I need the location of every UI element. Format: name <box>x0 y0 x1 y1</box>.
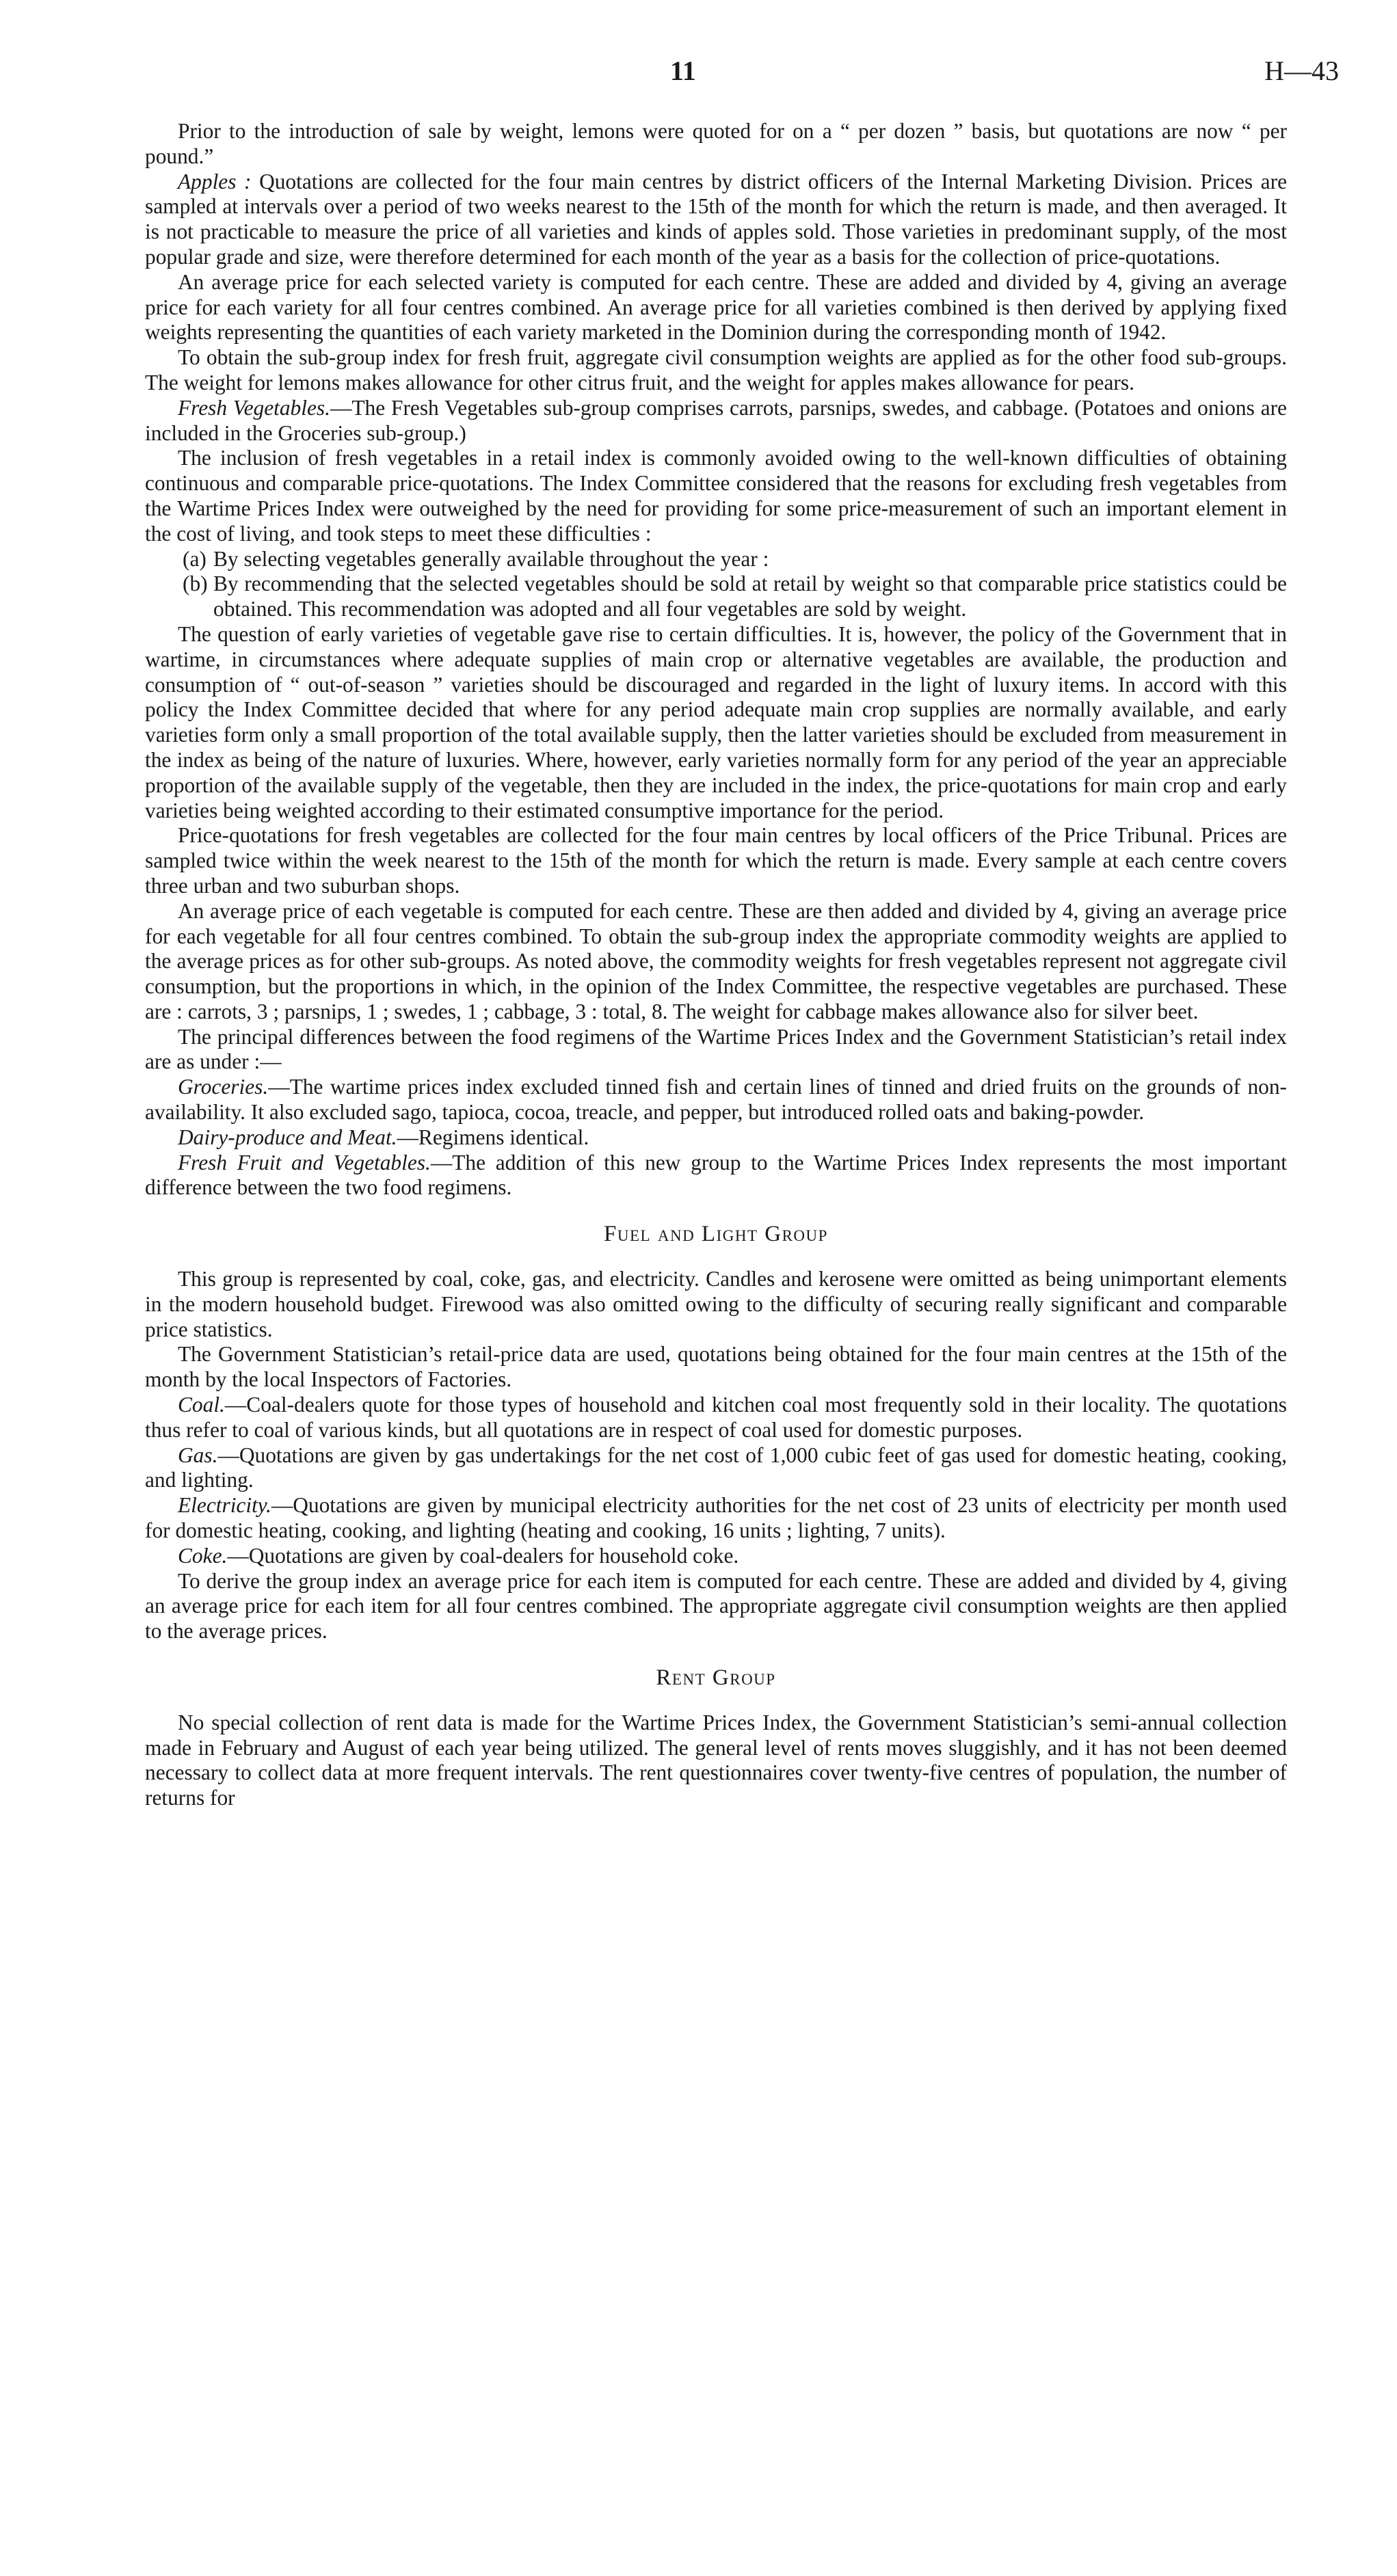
paragraph <box>145 170 1287 270</box>
run-in-heading: Fresh Vegetables. <box>178 395 330 420</box>
paragraph <box>145 119 1287 170</box>
paragraph <box>145 899 1287 1025</box>
paragraph-text: The question of early varieties of vegetable gave rise to certain difficulties. It is, however, the policy of the Government that in wartime, in circumstances where adequate supplies of main crop or alternative vegetables are available, the production and consumption of “ out-of-season ” varieties should be discouraged and regarded in the light of luxury items. In accord with this policy the Index Committee decided that where for any period adequate main crop supplies are normally available, and early varieties form only a small proportion of the total available supply, then the latter varieties should be excluded from measurement in the index as being of the nature of luxuries. Where, however, early varieties normally form for any period of the year an appreciable proportion of the available supply of the vegetable, then they are included in the index, the price-quotations for main crop and early varieties being weighted according to their estimated consumptive importance for the period. <box>145 621 1287 822</box>
paragraph-text: The inclusion of fresh vegetables in a retail index is commonly avoided owing to the well-known difficulties of obtaining continuous and comparable price-quotations. The Index Committee considered that the reasons for excluding fresh vegetables from the Wartime Prices Index were outweighed by the need for providing for some price-measurement of such an important element in the cost of living, and took steps to meet these difficulties : <box>145 446 1287 546</box>
paragraph-text: No special collection of rent data is made for the Wartime Prices Index, the Government Statistician’s semi-annual collection made in February and August of each year being utilized. The general level of rents moves sluggishly, and it has not been deemed necessary to collect data at more frequent intervals. The rent questionnaires cover twenty-five centres of population, the number of returns for <box>145 1710 1287 1810</box>
run-in-heading: Coke. <box>178 1543 228 1568</box>
paragraph-text: An average price of each vegetable is computed for each centre. These are then added and divided by 4, giving an average price for each vegetable for all four centres combined. To obtain the sub-group index the appropriate commodity weights are applied to the average prices as for other sub-groups. As noted above, the commodity weights for fresh vegetables represent not aggregate civil consumption, but the proportions in which, in the opinion of the Index Committee, the respective vegetables are purchased. These are : carrots, 3 ; parsnips, 1 ; swedes, 1 ; cabbage, 3 : total, 8. The weight for cabbage makes allowance also for silver beet. <box>145 898 1287 1023</box>
run-in-heading: Coal. <box>178 1393 225 1417</box>
page-number: 11 <box>670 55 696 86</box>
page-reference: H—43 <box>1264 55 1339 86</box>
run-in-heading: Gas. <box>178 1443 218 1467</box>
paragraph-text: —The Fresh Vegetables sub-group comprises carrots, parsnips, swedes, and cabbage. (Potatoes and onions are included in the Groceries sub-group.) <box>145 395 1287 445</box>
list-item <box>145 572 1287 622</box>
list-marker: (b) <box>183 572 208 596</box>
list-item <box>145 547 1287 572</box>
paragraph-text: Price-quotations for fresh vegetables are collected for the four main centres by local officers of the Price Tribunal. Prices are sampled twice within the week nearest to the 15th of the month for which the return is made. Every sample at each centre covers three urban and two suburban shops. <box>145 823 1287 898</box>
paragraph <box>145 1493 1287 1544</box>
paragraph <box>145 1125 1287 1151</box>
paragraph <box>145 1443 1287 1494</box>
list-item-text: By selecting vegetables generally available throughout the year : <box>213 546 769 571</box>
paragraph <box>145 446 1287 546</box>
list-item-text: By recommending that the selected vegetables should be sold at retail by weight so that comparable price statistics could be obtained. This recommendation was adopted and all four vegetables are sold by weight. <box>213 572 1287 621</box>
paragraph <box>145 270 1287 345</box>
run-in-heading: Dairy-produce and Meat. <box>178 1125 397 1149</box>
paragraph-text: An average price for each selected variety is computed for each centre. These are added and divided by 4, giving an average price for each variety for all four centres combined. An average price for all varieties combined is then derived by applying fixed weights representing the quantities of each variety marketed in the Dominion during the corresponding month of 1942. <box>145 269 1287 345</box>
paragraph <box>145 1569 1287 1644</box>
paragraph-text: —The addition of this new group to the Wartime Prices Index represents the most important difference between the two food regimens. <box>145 1150 1287 1200</box>
paragraph-text: —Coal-dealers quote for those types of household and kitchen coal most frequently sold in their locality. The quotations thus refer to coal of various kinds, but all quotations are in respect of coal used for domestic purposes. <box>145 1393 1287 1442</box>
list-marker: (a) <box>183 546 207 571</box>
paragraph <box>145 1544 1287 1569</box>
body-text <box>145 119 1287 1811</box>
paragraph <box>145 823 1287 898</box>
paragraph <box>145 1075 1287 1125</box>
paragraph-text: —The wartime prices index excluded tinned fish and certain lines of tinned and dried fruits on the grounds of non-availability. It also excluded sago, tapioca, cocoa, treacle, and pepper, but introduced rolled oats and baking-powder. <box>145 1075 1287 1125</box>
paragraph <box>145 345 1287 396</box>
run-in-heading: Groceries. <box>178 1075 269 1099</box>
paragraph-text: The Government Statistician’s retail-price data are used, quotations being obtained for the four main centres at the 15th of the month by the local Inspectors of Factories. <box>145 1342 1287 1392</box>
paragraph <box>145 1025 1287 1075</box>
paragraph <box>145 1267 1287 1342</box>
paragraph <box>145 396 1287 446</box>
paragraph-text: This group is represented by coal, coke, gas, and electricity. Candles and kerosene were omitted as being unimportant elements in the modern household budget. Firewood was also omitted owing to the difficulty of securing really significant and comparable price statistics. <box>145 1267 1287 1341</box>
paragraph-text: To derive the group index an average price for each item is computed for each centre. These are added and divided by 4, giving an average price for each item for all four centres combined. The appropriate aggregate civil consumption weights are then applied to the average prices. <box>145 1568 1287 1643</box>
section-heading-fuel-and-light: Fuel and Light Group <box>604 1222 828 1247</box>
run-in-heading: Apples : <box>178 169 252 193</box>
paragraph <box>145 1151 1287 1201</box>
paragraph <box>145 1393 1287 1443</box>
paragraph-text: —Quotations are given by coal-dealers for household coke. <box>227 1543 739 1568</box>
paragraph-text: Quotations are collected for the four main centres by district officers of the Internal Marketing Division. Prices are sampled at intervals over a period of two weeks nearest to the 15th of the month for which the return is made, and then averaged. It is not practicable to measure the price of all varieties and kinds of apples sold. Those varieties in predominant supply, of the most popular grade and size, were therefore determined for each month of the year as a basis for the collection of price-quotations. <box>145 169 1287 269</box>
paragraph <box>145 1710 1287 1811</box>
paragraph-text: —Quotations are given by gas undertakings for the net cost of 1,000 cubic feet of gas used for domestic heating, cooking, and lighting. <box>145 1443 1287 1492</box>
run-in-heading: Electricity. <box>178 1493 271 1518</box>
paragraph <box>145 1342 1287 1393</box>
paragraph-text: —Quotations are given by municipal electricity authorities for the net cost of 23 units of electricity per month used for domestic heating, cooking, and lighting (heating and cooking, 16 units ; lighting, 7 units). <box>145 1493 1287 1543</box>
paragraph-text: The principal differences between the food regimens of the Wartime Prices Index and the Government Statistician’s retail index are as under :— <box>145 1024 1287 1074</box>
paragraph <box>145 622 1287 823</box>
section-heading-rent: Rent Group <box>656 1665 776 1691</box>
paragraph-text: To obtain the sub-group index for fresh fruit, aggregate civil consumption weights are applied as for the other food sub-groups. The weight for lemons makes allowance for other citrus fruit, and the weight for apples makes allowance for pears. <box>145 345 1287 394</box>
paragraph-text: —Regimens identical. <box>397 1125 589 1149</box>
paragraph-text: Prior to the introduction of sale by weight, lemons were quoted for on a “ per dozen ” basis, but quotations are now “ per pound.” <box>145 119 1287 168</box>
run-in-heading: Fresh Fruit and Vegetables. <box>178 1150 431 1175</box>
